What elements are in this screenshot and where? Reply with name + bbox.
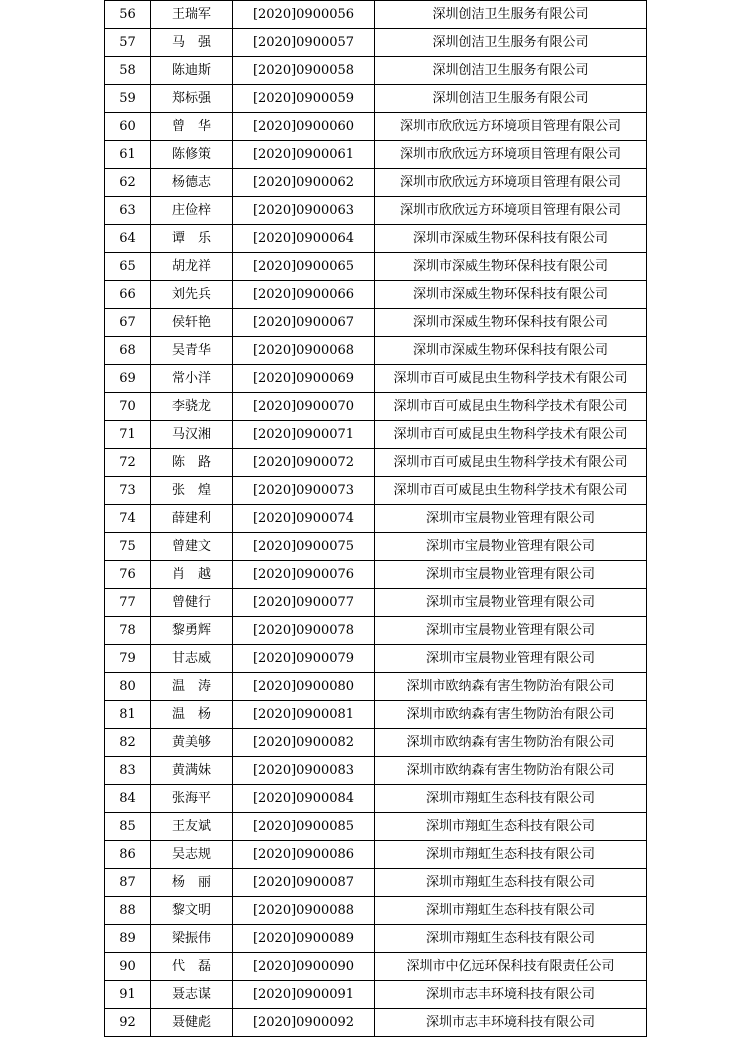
row-number: 66 [105,281,151,309]
company-name: 深圳市翔虹生态科技有限公司 [375,841,647,869]
table-row [105,589,647,617]
company-name: 深圳创洁卫生服务有限公司 [375,85,647,113]
row-number: 77 [105,589,151,617]
table-row [105,561,647,589]
certificate-number: [2020]0900061 [233,141,375,169]
row-number: 69 [105,365,151,393]
certificate-number: [2020]0900084 [233,785,375,813]
row-number: 78 [105,617,151,645]
company-name: 深圳市志丰环境科技有限公司 [375,1009,647,1037]
table-row [105,953,647,981]
table-row [105,1009,647,1037]
certificate-number: [2020]0900070 [233,393,375,421]
row-number: 76 [105,561,151,589]
row-number: 57 [105,29,151,57]
company-name: 深圳市欧纳森有害生物防治有限公司 [375,757,647,785]
row-number: 91 [105,981,151,1009]
person-name: 谭 乐 [151,225,233,253]
person-name: 侯轩艳 [151,309,233,337]
company-name: 深圳创洁卫生服务有限公司 [375,1,647,29]
company-name: 深圳创洁卫生服务有限公司 [375,57,647,85]
company-name: 深圳市翔虹生态科技有限公司 [375,869,647,897]
table-row [105,253,647,281]
table-row [105,365,647,393]
person-name: 杨 丽 [151,869,233,897]
company-name: 深圳市深威生物环保科技有限公司 [375,253,647,281]
table-row [105,197,647,225]
row-number: 67 [105,309,151,337]
person-name: 聂志谋 [151,981,233,1009]
certificate-number: [2020]0900066 [233,281,375,309]
company-name: 深圳市深威生物环保科技有限公司 [375,337,647,365]
certificate-number: [2020]0900092 [233,1009,375,1037]
table-row [105,393,647,421]
row-number: 84 [105,785,151,813]
table-row [105,449,647,477]
table-row [105,225,647,253]
company-name: 深圳市宝晨物业管理有限公司 [375,561,647,589]
table-row [105,29,647,57]
person-name: 王瑞军 [151,1,233,29]
row-number: 80 [105,673,151,701]
company-name: 深圳市宝晨物业管理有限公司 [375,589,647,617]
row-number: 82 [105,729,151,757]
certificate-number: [2020]0900088 [233,897,375,925]
company-name: 深圳市百可威昆虫生物科学技术有限公司 [375,477,647,505]
person-name: 陈 路 [151,449,233,477]
company-name: 深圳市宝晨物业管理有限公司 [375,645,647,673]
company-name: 深圳市翔虹生态科技有限公司 [375,813,647,841]
table-row [105,533,647,561]
certificate-number: [2020]0900056 [233,1,375,29]
person-name: 吴志规 [151,841,233,869]
row-number: 79 [105,645,151,673]
certificate-number: [2020]0900086 [233,841,375,869]
table-row [105,617,647,645]
certificate-number: [2020]0900077 [233,589,375,617]
company-name: 深圳市翔虹生态科技有限公司 [375,785,647,813]
certificate-number: [2020]0900065 [233,253,375,281]
table-row [105,337,647,365]
certificate-number: [2020]0900057 [233,29,375,57]
row-number: 75 [105,533,151,561]
table-row [105,673,647,701]
company-name: 深圳创洁卫生服务有限公司 [375,29,647,57]
table-row [105,813,647,841]
company-name: 深圳市百可威昆虫生物科学技术有限公司 [375,421,647,449]
person-name: 李骁龙 [151,393,233,421]
table-row [105,1,647,29]
table-row [105,757,647,785]
person-name: 马汉湘 [151,421,233,449]
row-number: 68 [105,337,151,365]
company-name: 深圳市翔虹生态科技有限公司 [375,925,647,953]
company-name: 深圳市百可威昆虫生物科学技术有限公司 [375,449,647,477]
person-name: 刘先兵 [151,281,233,309]
row-number: 87 [105,869,151,897]
company-name: 深圳市中亿远环保科技有限责任公司 [375,953,647,981]
row-number: 70 [105,393,151,421]
certificate-number: [2020]0900058 [233,57,375,85]
row-number: 90 [105,953,151,981]
company-name: 深圳市欣欣远方环境项目管理有限公司 [375,141,647,169]
table-row [105,281,647,309]
person-name: 张海平 [151,785,233,813]
row-number: 60 [105,113,151,141]
company-name: 深圳市欧纳森有害生物防治有限公司 [375,701,647,729]
person-name: 曾 华 [151,113,233,141]
company-name: 深圳市欧纳森有害生物防治有限公司 [375,729,647,757]
table-body [105,1,647,1037]
row-number: 59 [105,85,151,113]
certificate-number: [2020]0900067 [233,309,375,337]
certificate-number: [2020]0900076 [233,561,375,589]
table-row [105,729,647,757]
row-number: 56 [105,1,151,29]
row-number: 62 [105,169,151,197]
certificate-number: [2020]0900075 [233,533,375,561]
certificate-number: [2020]0900060 [233,113,375,141]
person-name: 曾建文 [151,533,233,561]
person-name: 温 杨 [151,701,233,729]
person-name: 胡龙祥 [151,253,233,281]
person-name: 陈迪斯 [151,57,233,85]
table-row [105,421,647,449]
certificate-number: [2020]0900082 [233,729,375,757]
person-name: 陈修策 [151,141,233,169]
table-row [105,169,647,197]
company-name: 深圳市宝晨物业管理有限公司 [375,533,647,561]
certificate-number: [2020]0900059 [233,85,375,113]
certificate-number: [2020]0900078 [233,617,375,645]
table-row [105,141,647,169]
row-number: 58 [105,57,151,85]
certificate-number: [2020]0900062 [233,169,375,197]
person-name: 郑标强 [151,85,233,113]
table-row [105,869,647,897]
table-row [105,841,647,869]
person-name: 常小洋 [151,365,233,393]
certificate-table [104,0,647,1037]
row-number: 92 [105,1009,151,1037]
person-name: 马 强 [151,29,233,57]
certificate-number: [2020]0900083 [233,757,375,785]
table-row [105,981,647,1009]
company-name: 深圳市宝晨物业管理有限公司 [375,505,647,533]
person-name: 曾健行 [151,589,233,617]
company-name: 深圳市宝晨物业管理有限公司 [375,617,647,645]
person-name: 薛建利 [151,505,233,533]
row-number: 81 [105,701,151,729]
certificate-number: [2020]0900090 [233,953,375,981]
certificate-number: [2020]0900079 [233,645,375,673]
row-number: 73 [105,477,151,505]
company-name: 深圳市志丰环境科技有限公司 [375,981,647,1009]
row-number: 61 [105,141,151,169]
certificate-number: [2020]0900089 [233,925,375,953]
person-name: 杨德志 [151,169,233,197]
company-name: 深圳市百可威昆虫生物科学技术有限公司 [375,393,647,421]
person-name: 吴青华 [151,337,233,365]
person-name: 梁振伟 [151,925,233,953]
person-name: 肖 越 [151,561,233,589]
person-name: 黄满妹 [151,757,233,785]
table-row [105,645,647,673]
company-name: 深圳市翔虹生态科技有限公司 [375,897,647,925]
person-name: 代 磊 [151,953,233,981]
row-number: 72 [105,449,151,477]
person-name: 甘志威 [151,645,233,673]
company-name: 深圳市百可威昆虫生物科学技术有限公司 [375,365,647,393]
person-name: 黄美够 [151,729,233,757]
certificate-number: [2020]0900073 [233,477,375,505]
certificate-number: [2020]0900069 [233,365,375,393]
row-number: 89 [105,925,151,953]
certificate-number: [2020]0900071 [233,421,375,449]
certificate-number: [2020]0900068 [233,337,375,365]
person-name: 聂健彪 [151,1009,233,1037]
table-row [105,701,647,729]
row-number: 83 [105,757,151,785]
table-row [105,505,647,533]
certificate-number: [2020]0900091 [233,981,375,1009]
person-name: 黎文明 [151,897,233,925]
row-number: 65 [105,253,151,281]
person-name: 温 涛 [151,673,233,701]
row-number: 74 [105,505,151,533]
certificate-number: [2020]0900087 [233,869,375,897]
person-name: 黎勇辉 [151,617,233,645]
table-row [105,925,647,953]
certificate-number: [2020]0900085 [233,813,375,841]
table-row [105,309,647,337]
row-number: 85 [105,813,151,841]
certificate-number: [2020]0900072 [233,449,375,477]
row-number: 71 [105,421,151,449]
table-row [105,785,647,813]
row-number: 86 [105,841,151,869]
person-name: 张 煌 [151,477,233,505]
company-name: 深圳市欣欣远方环境项目管理有限公司 [375,169,647,197]
table-row [105,85,647,113]
certificate-number: [2020]0900063 [233,197,375,225]
company-name: 深圳市欣欣远方环境项目管理有限公司 [375,197,647,225]
row-number: 88 [105,897,151,925]
company-name: 深圳市深威生物环保科技有限公司 [375,281,647,309]
row-number: 63 [105,197,151,225]
table-row [105,57,647,85]
table-row [105,897,647,925]
certificate-number: [2020]0900081 [233,701,375,729]
person-name: 庄俭梓 [151,197,233,225]
company-name: 深圳市深威生物环保科技有限公司 [375,309,647,337]
row-number: 64 [105,225,151,253]
table-row [105,113,647,141]
person-name: 王友斌 [151,813,233,841]
company-name: 深圳市深威生物环保科技有限公司 [375,225,647,253]
table-row [105,477,647,505]
company-name: 深圳市欣欣远方环境项目管理有限公司 [375,113,647,141]
certificate-number: [2020]0900074 [233,505,375,533]
company-name: 深圳市欧纳森有害生物防治有限公司 [375,673,647,701]
certificate-number: [2020]0900080 [233,673,375,701]
certificate-number: [2020]0900064 [233,225,375,253]
